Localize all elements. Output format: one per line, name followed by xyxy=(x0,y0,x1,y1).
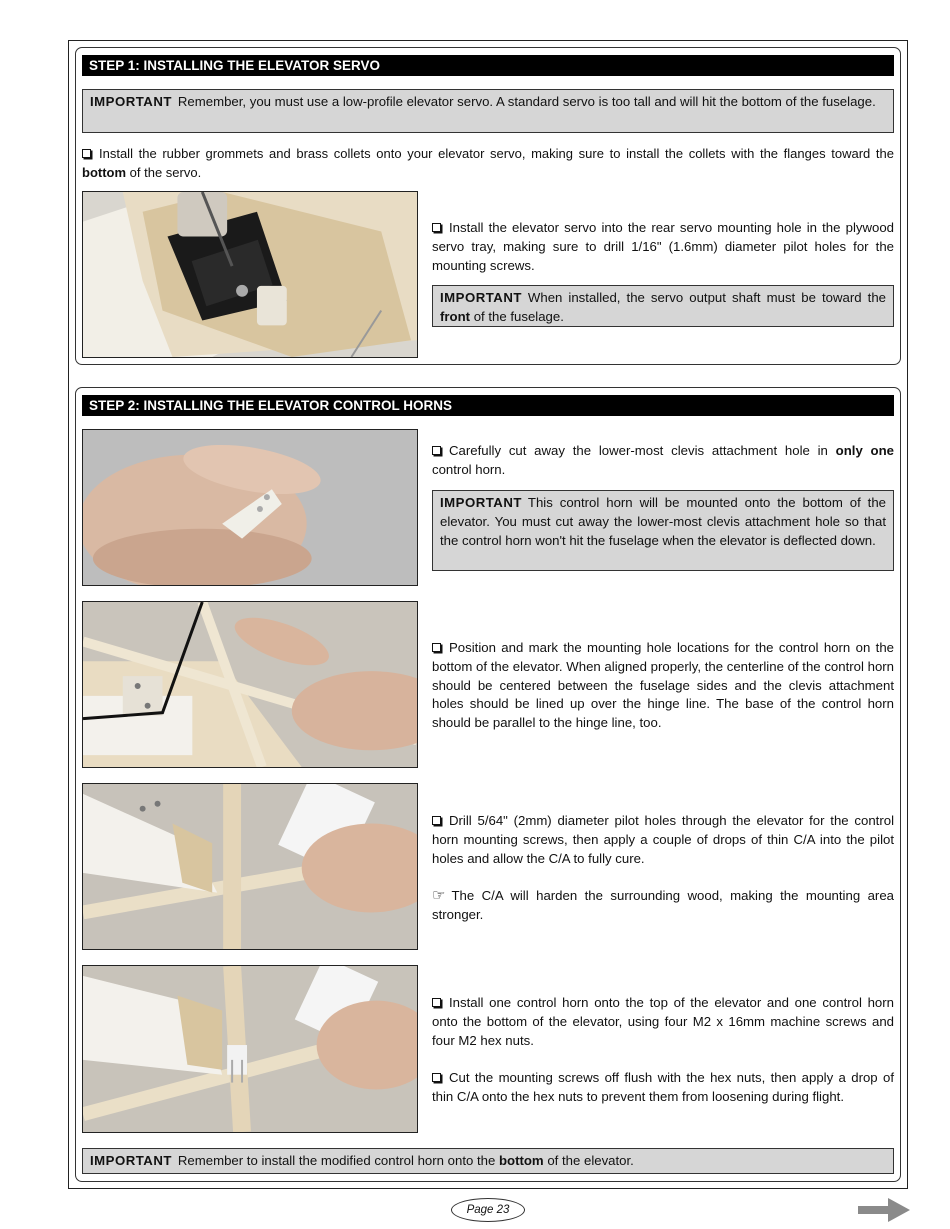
step2-instruction-cut-screws: Cut the mounting screws off flush with the hex nuts, then apply a drop of thin C/A onto the hex nuts to prevent them from loosening during flight. xyxy=(432,1070,894,1104)
checkbox-icon[interactable] xyxy=(432,816,441,825)
important-label: IMPORTANT xyxy=(90,94,172,109)
step2-instruction-drill: Drill 5/64" (2mm) diameter pilot holes through the elevator for the control horn mounting screws, then apply a couple of drops of thin C/A into the pilot holes and allow the C/A to fully cure. xyxy=(432,813,894,866)
checkbox-icon[interactable] xyxy=(432,223,441,232)
photo-install-control-horns xyxy=(82,965,418,1133)
photo-servo-installed xyxy=(82,191,418,358)
checkbox-icon[interactable] xyxy=(432,643,441,652)
step1-instruction-grommets: Install the rubber grommets and brass collets onto your elevator servo, making sure to install the collets with the flanges toward the bottom of the servo. xyxy=(82,146,894,180)
step2-important-bottom-horn: IMPORTANT This control horn will be mounted onto the bottom of the elevator. You must cut away the lower-most clevis attachment hole so that the control horn won't hit the fuselage when the elevator is deflected down. xyxy=(432,490,894,571)
step1-important-servo xyxy=(82,89,894,133)
photo-mark-mounting-holes xyxy=(82,601,418,768)
step1-important-output-shaft: IMPORTANT When installed, the servo output shaft must be toward the front of the fuselage. xyxy=(432,285,894,327)
important-text: Remember, you must use a low-profile elevator servo. A standard servo is too tall and will hit the bottom of the fuselage. xyxy=(177,94,876,109)
checkbox-icon[interactable] xyxy=(82,149,91,158)
step1-title: STEP 1: INSTALLING THE ELEVATOR SERVO xyxy=(82,55,894,76)
page-number: Page 23 xyxy=(451,1198,525,1222)
important-label: IMPORTANT xyxy=(440,290,522,305)
step2-instruction-install-horns: Install one control horn onto the top of the elevator and one control horn onto the bottom of the elevator, using four M2 x 16mm machine screws and four M2 hex nuts. xyxy=(432,995,894,1048)
step2-instruction-mark-holes: Position and mark the mounting hole locations for the control horn on the bottom of the elevator. When aligned properly, the centerline of the control horn should be centered between the fuselage sides and the clevis attachment holes should be lined up over the hinge line. The base of the control horn should be parallel to the hinge line, too. xyxy=(432,640,894,731)
photo-cut-control-horn xyxy=(82,429,418,586)
important-label: IMPORTANT xyxy=(90,1153,172,1168)
next-page-arrow-icon[interactable] xyxy=(858,1198,910,1222)
step2-title: STEP 2: INSTALLING THE ELEVATOR CONTROL HORNS xyxy=(82,395,894,416)
step2-note-ca: ☞ The C/A will harden the surrounding wood, making the mounting area stronger. xyxy=(432,887,894,922)
photo-drill-pilot-holes xyxy=(82,783,418,950)
checkbox-icon[interactable] xyxy=(432,446,441,455)
checkbox-icon[interactable] xyxy=(432,998,441,1007)
step1-instruction-install-servo: Install the elevator servo into the rear servo mounting hole in the plywood servo tray, making sure to drill 1/16" (1.6mm) diameter pilot holes for the mounting screws. xyxy=(432,220,894,273)
step2-instruction-cut-hole: Carefully cut away the lower-most clevis attachment hole in only one control horn. xyxy=(432,443,895,477)
pointing-hand-icon: ☞ xyxy=(432,887,446,904)
checkbox-icon[interactable] xyxy=(432,1073,441,1082)
step2-important-modified-horn: IMPORTANT Remember to install the modified control horn onto the bottom of the elevator. xyxy=(82,1148,894,1174)
important-label: IMPORTANT xyxy=(440,495,522,510)
